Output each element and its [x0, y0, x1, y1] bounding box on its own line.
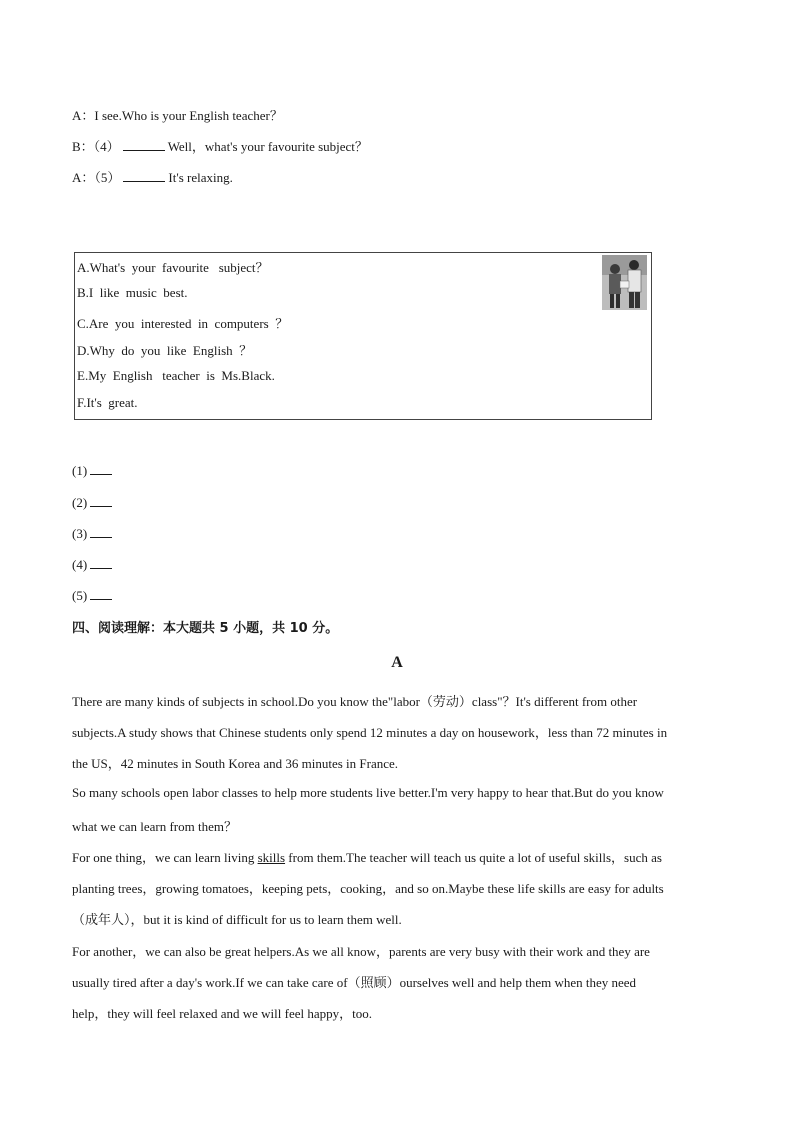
section-heading: 四、阅读理解：本大题共 5 小题，共 10 分。: [72, 621, 339, 636]
dialogue-line-1: [72, 105, 283, 124]
options-box: [74, 252, 652, 420]
passage-text: For another，we can also be great helpers.As we all know，parents are very busy with their work and they are: [72, 944, 650, 959]
passage-text: There are many kinds of subjects in school.Do you know the"labor（劳动）class"？It's different from other: [72, 694, 638, 709]
answer-row-4: [72, 556, 112, 573]
passage-text: planting trees，growing tomatoes，keeping pets，cooking，and so on.Maybe these life skills are easy for adults: [72, 881, 664, 896]
option-d: D.Why do you like English ？: [77, 343, 253, 358]
passage-line: [72, 878, 717, 897]
passage-line: [72, 785, 717, 801]
passage-line: [72, 909, 717, 928]
option-a: A.What's your favourite subject？: [77, 260, 269, 275]
passage-line: [72, 816, 717, 835]
blank-number: （4）: [93, 139, 120, 154]
answer-blank[interactable]: [123, 169, 165, 182]
answer-number: (1): [72, 463, 88, 478]
answer-number: (2): [72, 495, 88, 510]
dialogue-line-3: [72, 167, 233, 186]
passage-text: （成年人），but it is kind of difficult for us to learn them well.: [72, 912, 402, 927]
answer-blank[interactable]: [90, 525, 112, 538]
passage-line: [72, 722, 717, 741]
answer-number: (5): [72, 588, 88, 603]
dialogue-text: Well，what's your favourite subject？: [167, 139, 368, 154]
answer-blank[interactable]: [90, 494, 112, 507]
answer-blank[interactable]: [90, 462, 112, 475]
passage-text: usually tired after a day's work.If we can take care of（照顾）ourselves well and help them when they need: [72, 975, 637, 990]
answer-row-3: [72, 525, 112, 542]
passage-line: [72, 972, 717, 991]
option-e: E.My English teacher is Ms.Black.: [77, 368, 275, 383]
passage-line: [72, 691, 717, 710]
speaker-label: A：: [72, 108, 95, 123]
passage-line: [72, 1003, 717, 1022]
dialogue-line-2: [72, 136, 368, 155]
passage-text: what we can learn from them？: [72, 819, 237, 834]
dialogue-text: I see.Who is your English teacher？: [94, 108, 283, 123]
passage-line: [72, 847, 717, 866]
speaker-label: A：: [72, 170, 95, 185]
passage-line: [72, 941, 717, 960]
option-f: F.It's great.: [77, 395, 138, 410]
two-people-photo: [602, 255, 647, 310]
passage-text: subjects.A study shows that Chinese students only spend 12 minutes a day on housework，less than 72 minutes in: [72, 725, 668, 740]
option-c: C.Are you interested in computers ？: [77, 316, 289, 331]
answer-blank[interactable]: [90, 556, 112, 569]
answer-row-1: [72, 462, 112, 479]
dialogue-text: It's relaxing.: [168, 170, 233, 185]
answer-row-2: [72, 494, 112, 511]
answer-blank[interactable]: [123, 138, 165, 151]
passage-text: the US，42 minutes in South Korea and 36 minutes in France.: [72, 756, 399, 771]
answer-blank[interactable]: [90, 587, 112, 600]
answer-number: (4): [72, 557, 88, 572]
passage-text: help，they will feel relaxed and we will feel happy，too.: [72, 1006, 372, 1021]
passage-line: [72, 753, 717, 772]
option-b: B.I like music best.: [77, 285, 188, 300]
passage-title: A: [391, 654, 403, 671]
underlined-word: skills: [257, 850, 286, 865]
answer-row-5: [72, 587, 112, 604]
blank-number: （5）: [94, 170, 121, 185]
passage-text: So many schools open labor classes to help more students live better.I'm very happy to hear that.But do you know: [72, 785, 664, 800]
passage-text: For one thing，we can learn living: [72, 850, 258, 865]
speaker-label: B：: [72, 139, 94, 154]
passage-text: from them.The teacher will teach us quite a lot of useful skills，such as: [285, 850, 662, 865]
answer-number: (3): [72, 526, 88, 541]
